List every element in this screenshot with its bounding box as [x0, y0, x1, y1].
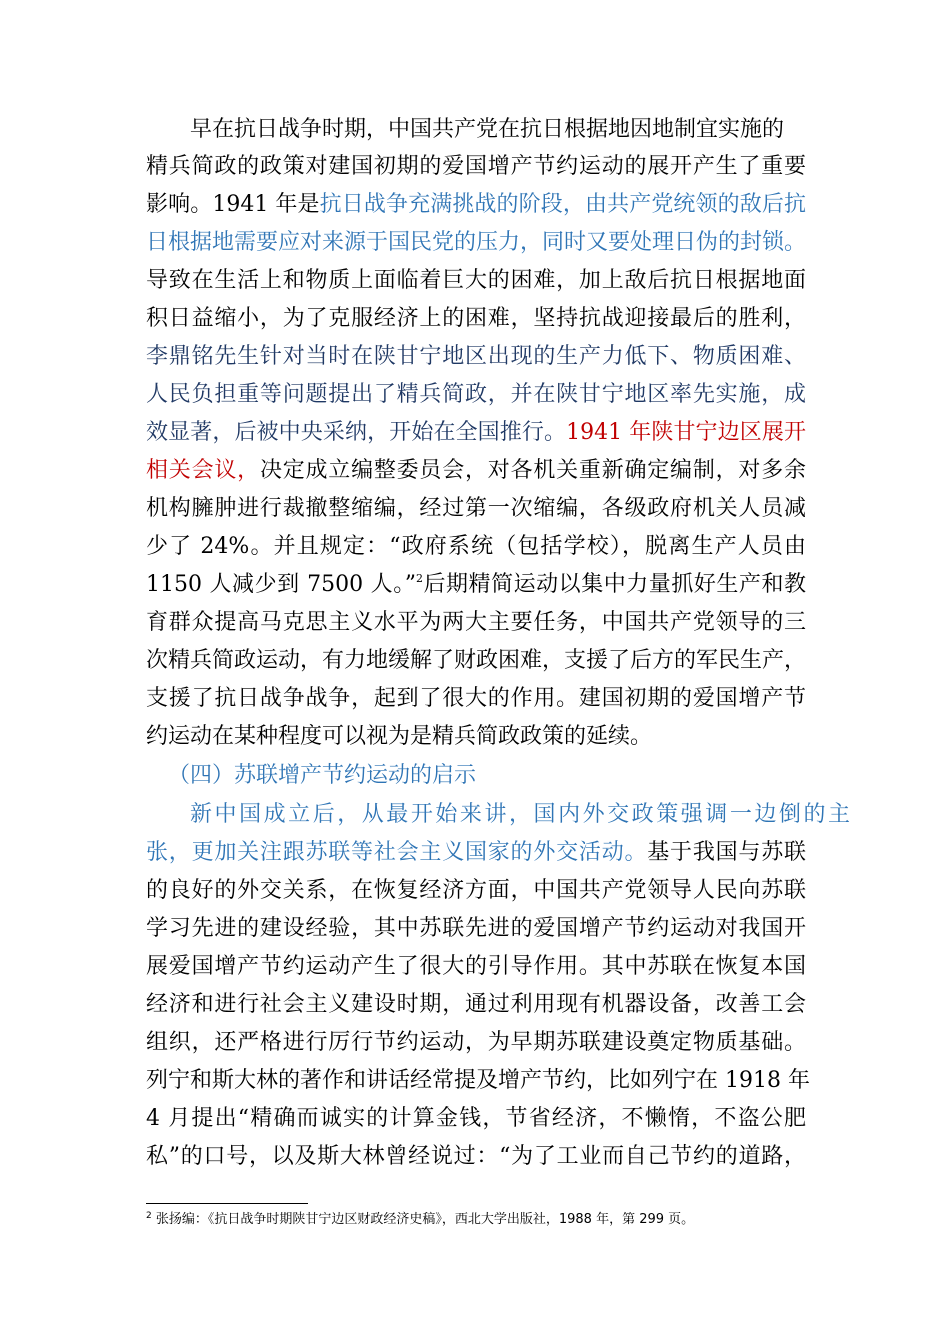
- text-run: 积日益缩小，为了克服经济上的困难，坚持抗战迎接最后的胜利，: [146, 306, 806, 331]
- text-run: 私”的口号，以及斯大林曾经说过：“为了工业而自己节约的道路，: [146, 1144, 806, 1169]
- footnote-separator: [146, 1203, 308, 1204]
- paragraph-line: [146, 262, 806, 299]
- text-run: 机构臃肿进行裁撤整缩编，经过第一次缩编，各级政府机关人员减: [146, 496, 806, 521]
- text-run: 少了 24%。并且规定：“政府系统（包括学校），脱离生产人员由: [146, 534, 806, 559]
- text-run: 组织，还严格进行厉行节约运动，为早期苏联建设奠定物质基础。: [146, 1030, 806, 1055]
- paragraph-line: [146, 604, 806, 641]
- text-run: 决定成立编整委员会，对各机关重新确定编制，对多余: [259, 458, 806, 483]
- paragraph-line: [146, 338, 806, 375]
- paragraph-line: [146, 796, 850, 833]
- paragraph-line: [146, 490, 806, 527]
- text-run: 育群众提高马克思主义水平为两大主要任务，中国共产党领导的三: [146, 610, 806, 635]
- paragraph-line: [146, 1138, 806, 1175]
- paragraph-line: [146, 376, 806, 413]
- section-heading-text: （四）苏联增产节约运动的启示: [168, 763, 477, 788]
- paragraph-line: [146, 148, 806, 185]
- highlighted-text: 张，更加关注跟苏联等社会主义国家的外交活动。: [146, 840, 648, 865]
- text-run: 基于我国与苏联: [647, 840, 806, 865]
- paragraph-line: [146, 224, 806, 261]
- paragraph-line: [146, 948, 806, 985]
- text-run: 导致在生活上和物质上面临着巨大的困难，加上敌后抗日根据地面: [146, 268, 806, 293]
- text-run: 影响。1941 年是: [146, 192, 320, 217]
- paragraph-line: [146, 186, 806, 223]
- paragraph-line: [146, 1062, 810, 1099]
- paragraph-line: [146, 1024, 806, 1061]
- text-run: 约运动在某种程度可以视为是精兵简政政策的延续。: [146, 724, 653, 749]
- text-run: 的良好的外交关系，在恢复经济方面，中国共产党领导人民向苏联: [146, 878, 806, 903]
- footnote-marker: 2: [146, 1211, 152, 1221]
- text-run: 精兵简政的政策对建国初期的爱国增产节约运动的展开产生了重要: [146, 154, 806, 179]
- text-run: 学习先进的建设经验，其中苏联先进的爱国增产节约运动对我国开: [146, 916, 806, 941]
- highlighted-text: 人民负担重等问题提出了精兵简政，并在陕甘宁地区率先实施，成: [146, 382, 806, 407]
- paragraph-line: [146, 1100, 806, 1137]
- highlighted-text: 李鼎铭先生针对当时在陕甘宁地区出现的生产力低下、物质困难、: [146, 344, 806, 369]
- highlighted-text: 相关会议，: [146, 458, 260, 483]
- paragraph-line: [146, 566, 806, 603]
- section-heading: [146, 757, 828, 794]
- paragraph-line: [146, 872, 806, 909]
- paragraph-line: [146, 910, 806, 947]
- highlighted-text: 1941 年陕甘宁边区展开: [566, 420, 806, 445]
- paragraph-line: [146, 111, 850, 148]
- highlighted-text: 日根据地需要应对来源于国民党的压力，同时又要处理日伪的封锁。: [146, 230, 807, 255]
- text-run: 次精兵简政运动，有力地缓解了财政困难，支援了后方的军民生产，: [146, 648, 807, 673]
- text-run: 后期精简运动以集中力量抓好生产和教: [422, 572, 806, 597]
- paragraph-line: [146, 986, 806, 1023]
- text-run: 1150 人减少到 7500 人。”: [146, 572, 416, 597]
- paragraph-line: [146, 300, 806, 337]
- highlighted-text: 抗日战争充满挑战的阶段，由共产党统领的敌后抗: [319, 192, 806, 217]
- text-run: 早在抗日战争时期，中国共产党在抗日根据地因地制宜实施的: [190, 117, 785, 142]
- paragraph-line: [146, 834, 806, 871]
- text-run: 4 月提出“精确而诚实的计算金钱，节省经济，不懒惰，不盗公肥: [146, 1106, 806, 1131]
- footnote-reference[interactable]: 2: [415, 572, 423, 585]
- paragraph-line: [146, 718, 806, 755]
- highlighted-text: 新中国成立后，从最开始来讲，国内外交政策强调一边倒的主: [190, 802, 850, 827]
- paragraph-line: [146, 680, 806, 717]
- text-run: 经济和进行社会主义建设时期，通过利用现有机器设备，改善工会: [146, 992, 806, 1017]
- highlighted-text: 效显著，后被中央采纳，开始在全国推行。: [146, 420, 567, 445]
- text-run: 展爱国增产节约运动产生了很大的引导作用。其中苏联在恢复本国: [146, 954, 806, 979]
- footnote: [146, 1210, 846, 1230]
- paragraph-line: [146, 414, 806, 451]
- text-run: 支援了抗日战争战争，起到了很大的作用。建国初期的爱国增产节: [146, 686, 806, 711]
- paragraph-line: [146, 642, 806, 679]
- text-run: 列宁和斯大林的著作和讲话经常提及增产节约，比如列宁在 1918 年: [146, 1068, 810, 1093]
- paragraph-line: [146, 528, 806, 565]
- paragraph-line: [146, 452, 806, 489]
- footnote-text: 张扬编：《抗日战争时期陕甘宁边区财政经济史稿》，西北大学出版社，1988 年，第 299 页。: [151, 1212, 695, 1227]
